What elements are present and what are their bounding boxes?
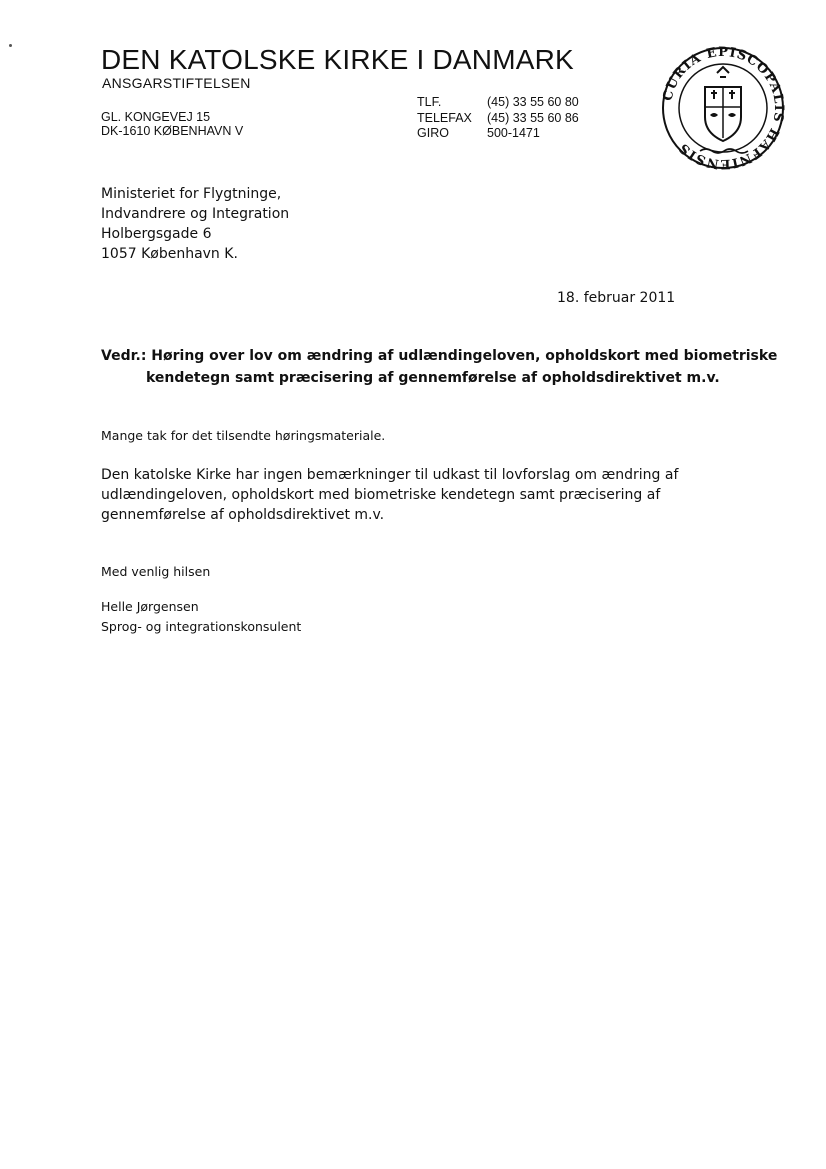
recipient-line: 1057 København K. — [101, 246, 238, 262]
scan-speck — [9, 44, 12, 47]
body-paragraph-thanks: Mange tak for det tilsendte høringsmateriale. — [101, 428, 386, 443]
signer-name: Helle Jørgensen — [101, 599, 199, 614]
phone-label: TLF. — [417, 95, 442, 109]
episcopal-seal-icon — [660, 45, 786, 171]
closing: Med venlig hilsen — [101, 564, 211, 579]
fax-value: (45) 33 55 60 86 — [487, 111, 579, 125]
recipient-line: Holbergsgade 6 — [101, 226, 212, 242]
signer-title: Sprog- og integrationskonsulent — [101, 619, 302, 634]
body-paragraph-line: udlændingeloven, opholdskort med biometriske kendetegn samt præcisering af — [101, 487, 661, 503]
recipient-line: Indvandrere og Integration — [101, 206, 290, 222]
body-paragraph-line: gennemførelse af opholdsdirektivet m.v. — [101, 507, 385, 523]
address-street: GL. KONGEVEJ 15 — [101, 110, 211, 124]
fax-label: TELEFAX — [417, 111, 472, 125]
recipient-line: Ministeriet for Flygtninge, — [101, 186, 282, 202]
subject-line-1: Vedr.: Høring over lov om ændring af udlændingeloven, opholdskort med biometriske — [101, 348, 778, 364]
org-name: DEN KATOLSKE KIRKE I DANMARK — [101, 44, 574, 75]
letter-date: 18. februar 2011 — [557, 290, 676, 306]
subject-line-2: kendetegn samt præcisering af gennemførelse af opholdsdirektivet m.v. — [146, 370, 720, 386]
svg-text:CURIA EPISCOPALIS HAFNIENSIS: CURIA EPISCOPALIS HAFNIENSIS — [660, 45, 786, 171]
giro-label: GIRO — [417, 126, 449, 140]
giro-value: 500-1471 — [487, 126, 540, 140]
phone-value: (45) 33 55 60 80 — [487, 95, 579, 109]
org-subtitle: ANSGARSTIFTELSEN — [102, 75, 251, 91]
body-paragraph-line: Den katolske Kirke har ingen bemærkninger til udkast til lovforslag om ændring af — [101, 467, 679, 483]
address-city: DK-1610 KØBENHAVN V — [101, 124, 244, 138]
